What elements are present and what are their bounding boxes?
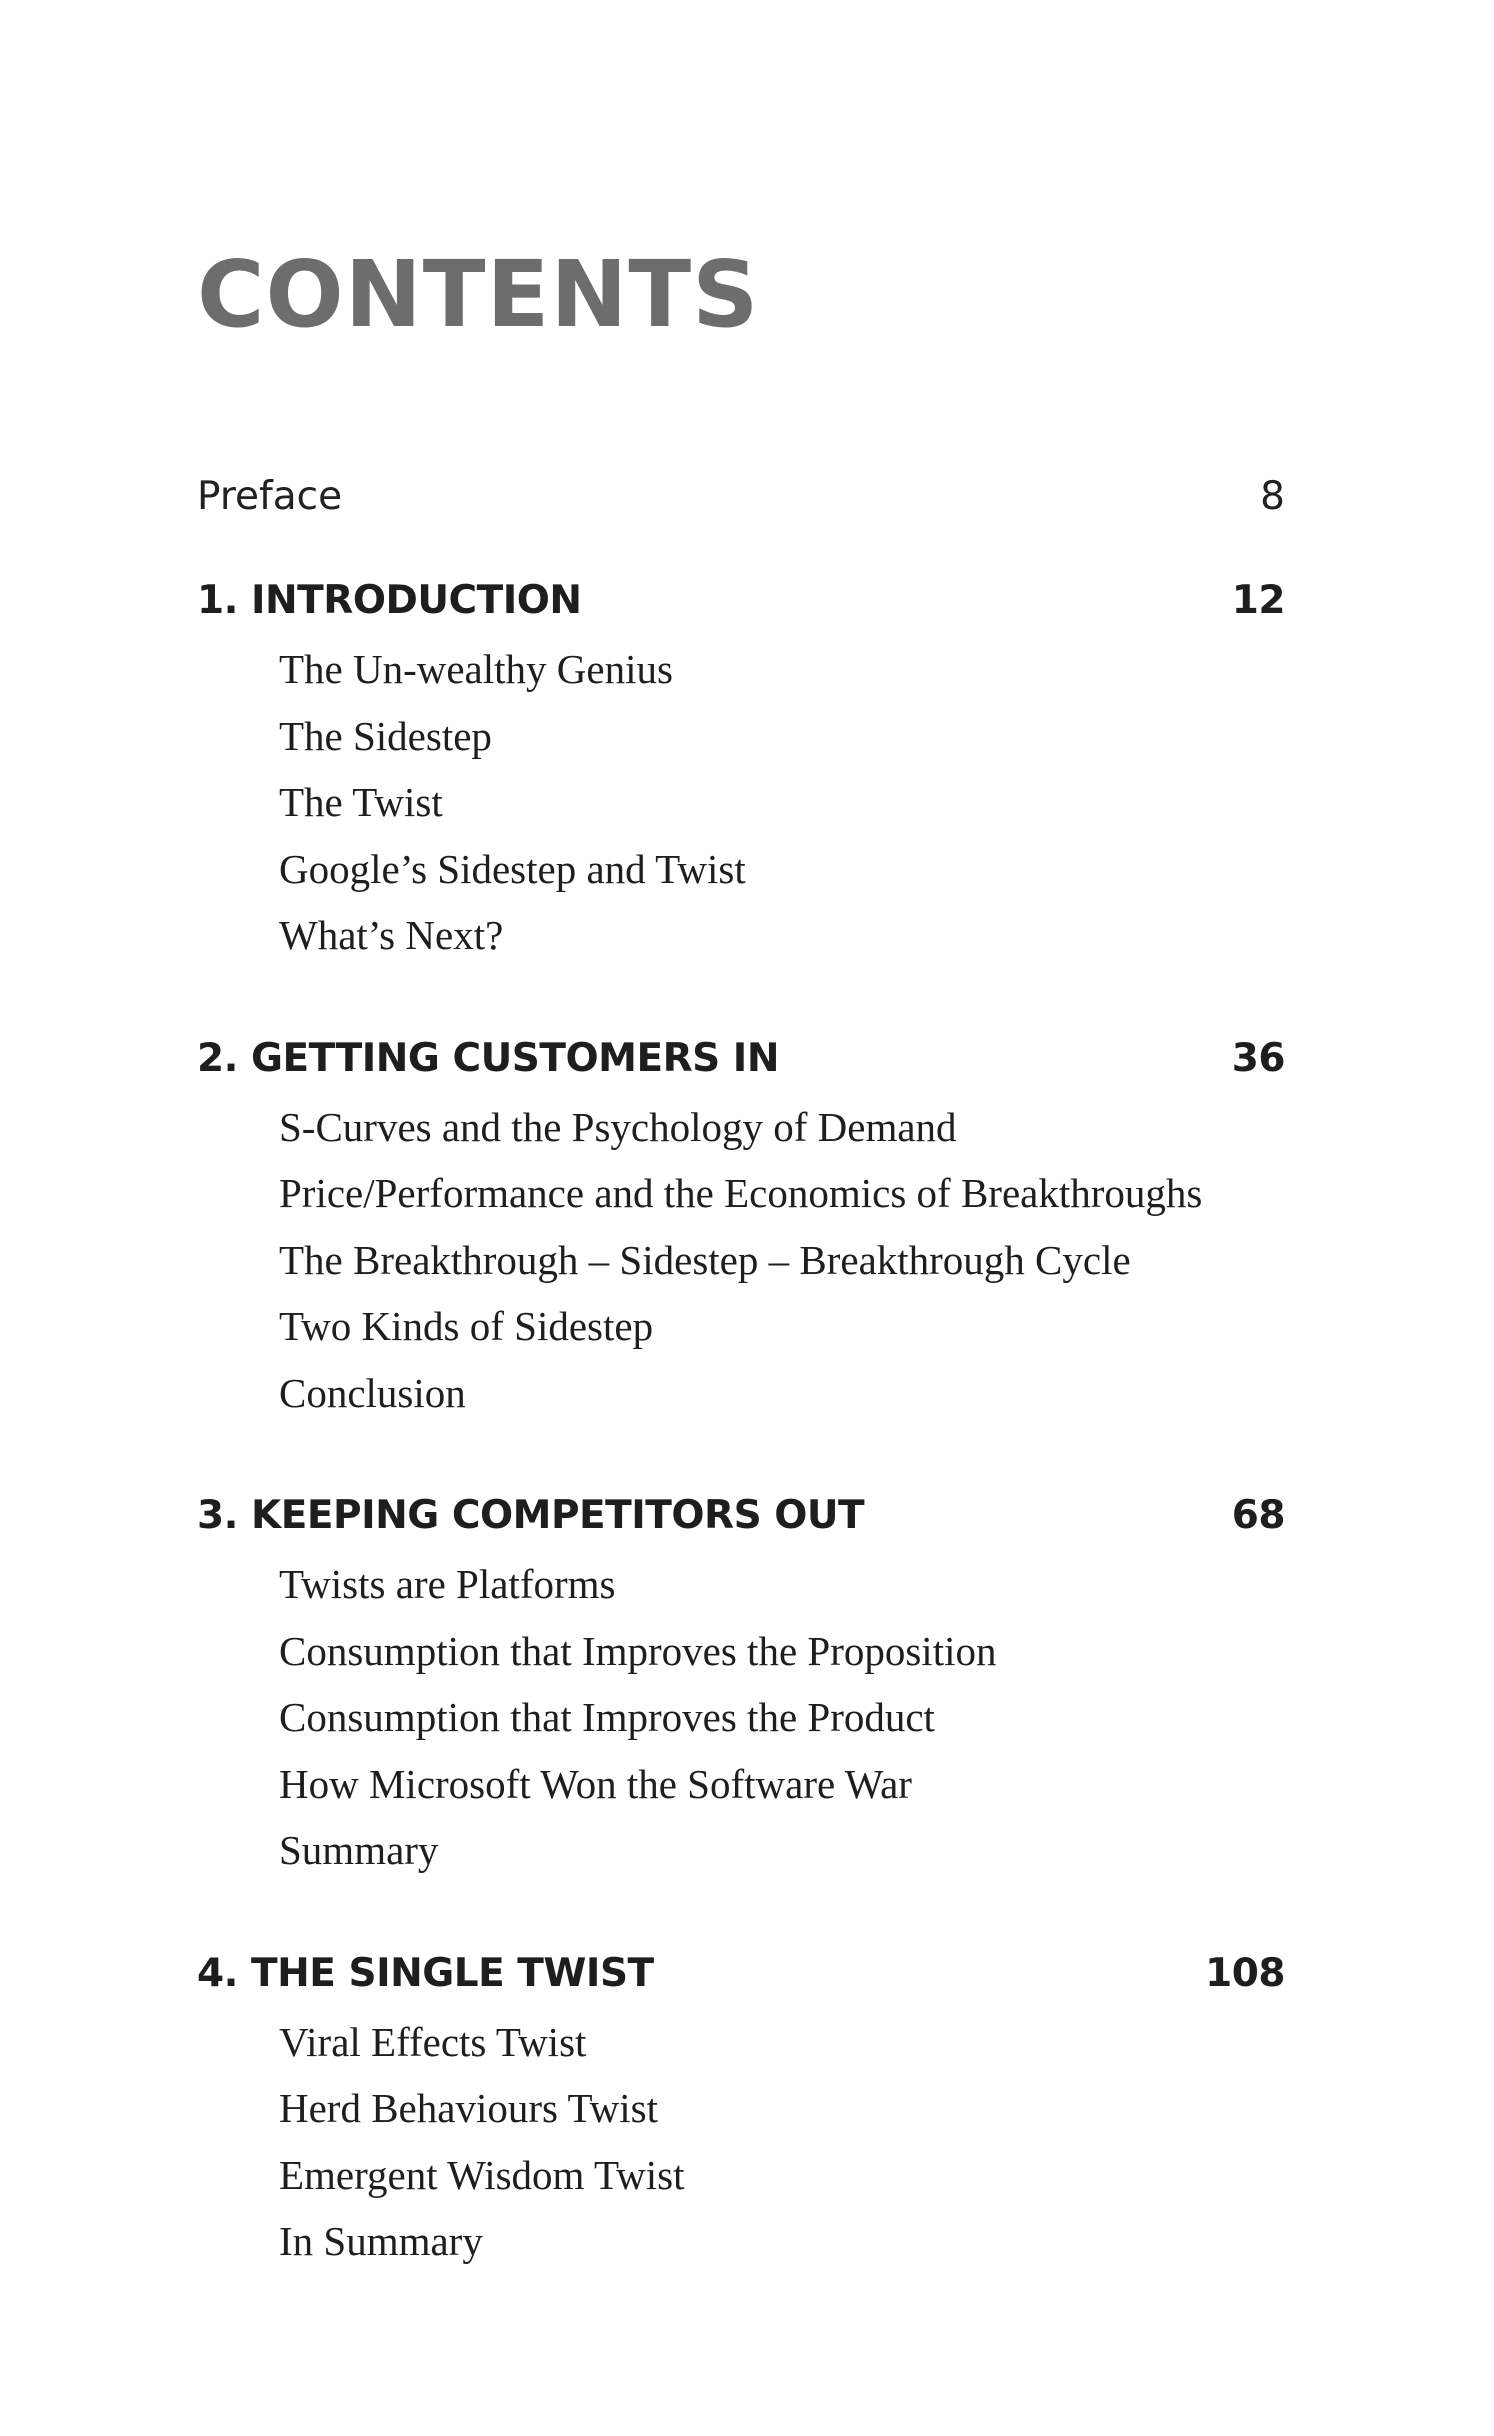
chapter-4 bbox=[197, 1939, 1285, 2275]
toc-entry-preface bbox=[197, 462, 1285, 532]
section-item: The Sidestep bbox=[279, 712, 492, 759]
chapter-2 bbox=[197, 1024, 1285, 1427]
section-item: Emergent Wisdom Twist bbox=[279, 2151, 685, 2198]
section-item: Summary bbox=[279, 1827, 439, 1873]
section-item: Two Kinds of Sidestep bbox=[279, 1303, 654, 1349]
section-item: In Summary bbox=[279, 2218, 483, 2264]
section-item: The Twist bbox=[279, 779, 443, 825]
chapter-heading bbox=[197, 1481, 1285, 1551]
section-list bbox=[197, 636, 1285, 969]
chapter-page-number: 68 bbox=[1231, 1493, 1285, 1538]
section-item: Herd Behaviours Twist bbox=[279, 2085, 658, 2131]
section-item: Twists are Platforms bbox=[279, 1561, 616, 1607]
preface-page-number: 8 bbox=[1260, 474, 1285, 519]
chapter-3 bbox=[197, 1481, 1285, 1884]
section-item: Consumption that Improves the Product bbox=[279, 1694, 935, 1740]
preface-label: Preface bbox=[197, 474, 343, 519]
chapter-page-number: 108 bbox=[1205, 1950, 1285, 1996]
chapter-title: 3. KEEPING COMPETITORS OUT bbox=[197, 1493, 865, 1538]
section-item: Consumption that Improves the Proposition bbox=[279, 1627, 997, 1674]
chapter-title: 4. THE SINGLE TWIST bbox=[197, 1950, 654, 1996]
section-list bbox=[197, 1551, 1285, 1884]
section-item: The Un-wealthy Genius bbox=[279, 646, 673, 692]
chapter-title: 2. GETTING CUSTOMERS IN bbox=[197, 1035, 779, 1081]
chapter-title: 1. INTRODUCTION bbox=[197, 578, 582, 623]
table-of-contents bbox=[197, 462, 1285, 2330]
chapter-heading bbox=[197, 566, 1285, 636]
section-item: Conclusion bbox=[279, 1369, 466, 1416]
section-item: The Breakthrough – Sidestep – Breakthrough Cycle bbox=[279, 1236, 1131, 1283]
chapter-1 bbox=[197, 566, 1285, 969]
section-item: Google’s Sidestep and Twist bbox=[279, 845, 746, 892]
section-item: Viral Effects Twist bbox=[279, 2018, 587, 2065]
section-item: Price/Performance and the Economics of Breakthroughs bbox=[279, 1170, 1203, 1216]
section-item: How Microsoft Won the Software War bbox=[279, 1760, 912, 1807]
chapter-heading bbox=[197, 1024, 1285, 1094]
section-list bbox=[197, 2009, 1285, 2275]
chapter-heading bbox=[197, 1939, 1285, 2009]
chapter-page-number: 12 bbox=[1231, 578, 1285, 623]
section-item: S-Curves and the Psychology of Demand bbox=[279, 1103, 957, 1150]
section-list bbox=[197, 1094, 1285, 1427]
chapter-page-number: 36 bbox=[1231, 1035, 1285, 1081]
page-title: CONTENTS bbox=[197, 241, 760, 348]
section-item: What’s Next? bbox=[279, 912, 504, 958]
